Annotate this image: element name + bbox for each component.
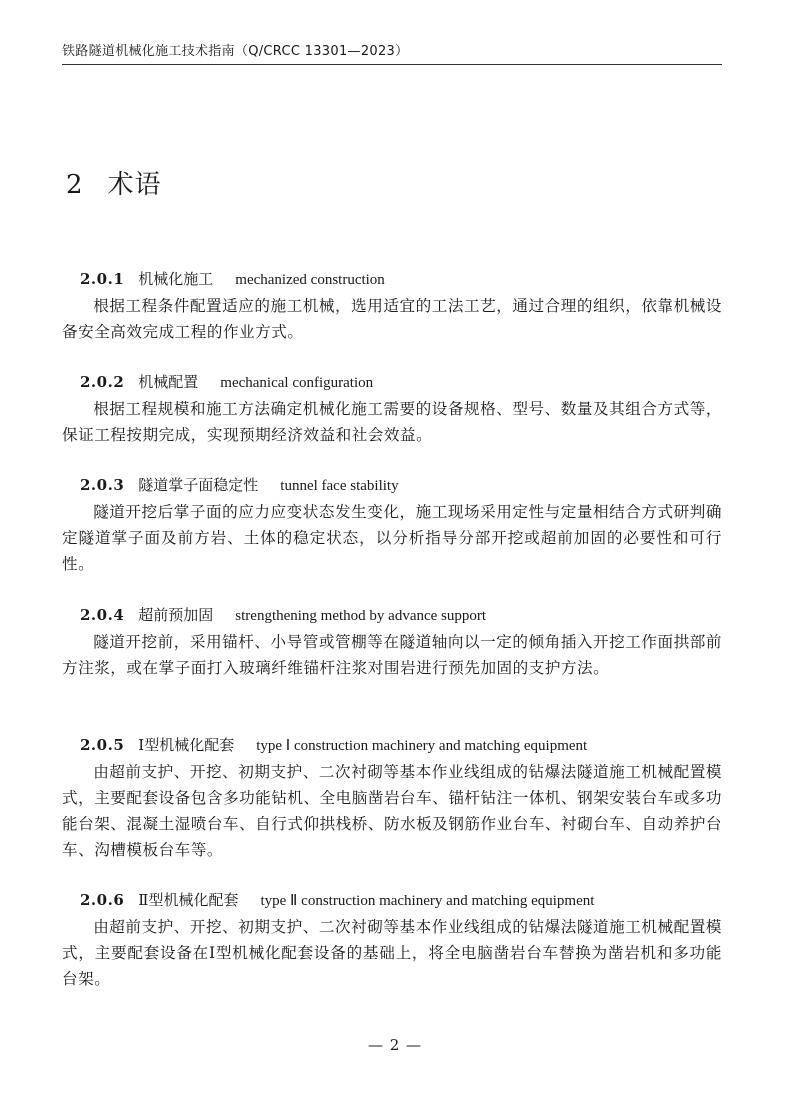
term-entry-2-0-2 [62,371,722,448]
term-english: tunnel face stability [280,478,399,494]
page-number: — 2 — [367,1036,423,1054]
term-definition: 隧道开挖后掌子面的应力应变状态发生变化，施工现场采用定性与定量相结合方式研判确定隧道掌子面及前方岩、土体的稳定状态，以分析指导分部开挖或超前加固的必要性和可行性。 [62,503,722,573]
term-entry-2-0-3 [62,474,722,577]
term-chinese: 隧道掌子面稳定性 [138,476,259,494]
term-chinese: 机械配置 [138,373,199,391]
running-header: 铁路隧道机械化施工技术指南（Q/CRCC 13301—2023） [62,44,409,59]
term-english: strengthening method by advance support [235,608,487,624]
term-number: 2.0.4 [80,606,125,624]
term-number: 2.0.3 [80,476,125,494]
term-chinese: 机械化施工 [138,270,214,288]
term-definition: 由超前支护、开挖、初期支护、二次衬砌等基本作业线组成的钻爆法隧道施工机械配置模式，主要配套设备包含多功能钻机、全电脑凿岩台车、锚杆钻注一体机、钢架安装台车或多功能台架、混凝土湿喷台车、自行式仰拱栈桥、防水板及钢筋作业台车、衬砌台车、自动养护台车、沟槽模板台车等。 [62,763,722,859]
term-chinese: Ⅰ型机械化配套 [138,736,235,754]
term-chinese: Ⅱ型机械化配套 [138,891,239,909]
term-entry-2-0-6 [62,889,722,992]
term-definition: 根据工程规模和施工方法确定机械化施工需要的设备规格、型号、数量及其组合方式等，保证工程按期完成，实现预期经济效益和社会效益。 [62,400,722,444]
term-number: 2.0.2 [80,373,125,391]
header-rule [62,64,722,65]
chapter-number: 2 [66,170,84,200]
term-number: 2.0.1 [80,270,125,288]
term-english: mechanized construction [235,272,385,288]
term-chinese: 超前预加固 [138,606,214,624]
term-heading [62,474,722,497]
term-heading [62,268,722,291]
term-entry-2-0-5 [62,734,722,863]
chapter-title [66,164,162,201]
term-definition: 根据工程条件配置适应的施工机械，选用适宜的工法工艺，通过合理的组织，依靠机械设备安全高效完成工程的作业方式。 [62,297,722,341]
term-heading [62,371,722,394]
chapter-name: 术语 [107,170,162,200]
term-english: type Ⅰ construction machinery and matching equipment [256,738,588,754]
term-number: 2.0.6 [80,891,125,909]
term-heading [62,889,722,912]
term-number: 2.0.5 [80,736,125,754]
term-definition: 隧道开挖前，采用锚杆、小导管或管棚等在隧道轴向以一定的倾角插入开挖工作面拱部前方注浆，或在掌子面打入玻璃纤维锚杆注浆对围岩进行预先加固的支护方法。 [62,633,722,677]
term-heading [62,604,722,627]
term-entry-2-0-1 [62,268,722,345]
term-english: mechanical configuration [220,375,374,391]
term-definition: 由超前支护、开挖、初期支护、二次衬砌等基本作业线组成的钻爆法隧道施工机械配置模式，主要配套设备在Ⅰ型机械化配套设备的基础上，将全电脑凿岩台车替换为凿岩机和多功能台架。 [62,918,722,988]
term-english: type Ⅱ construction machinery and matching equipment [260,893,595,909]
term-entry-2-0-4 [62,604,722,681]
term-heading [62,734,722,757]
